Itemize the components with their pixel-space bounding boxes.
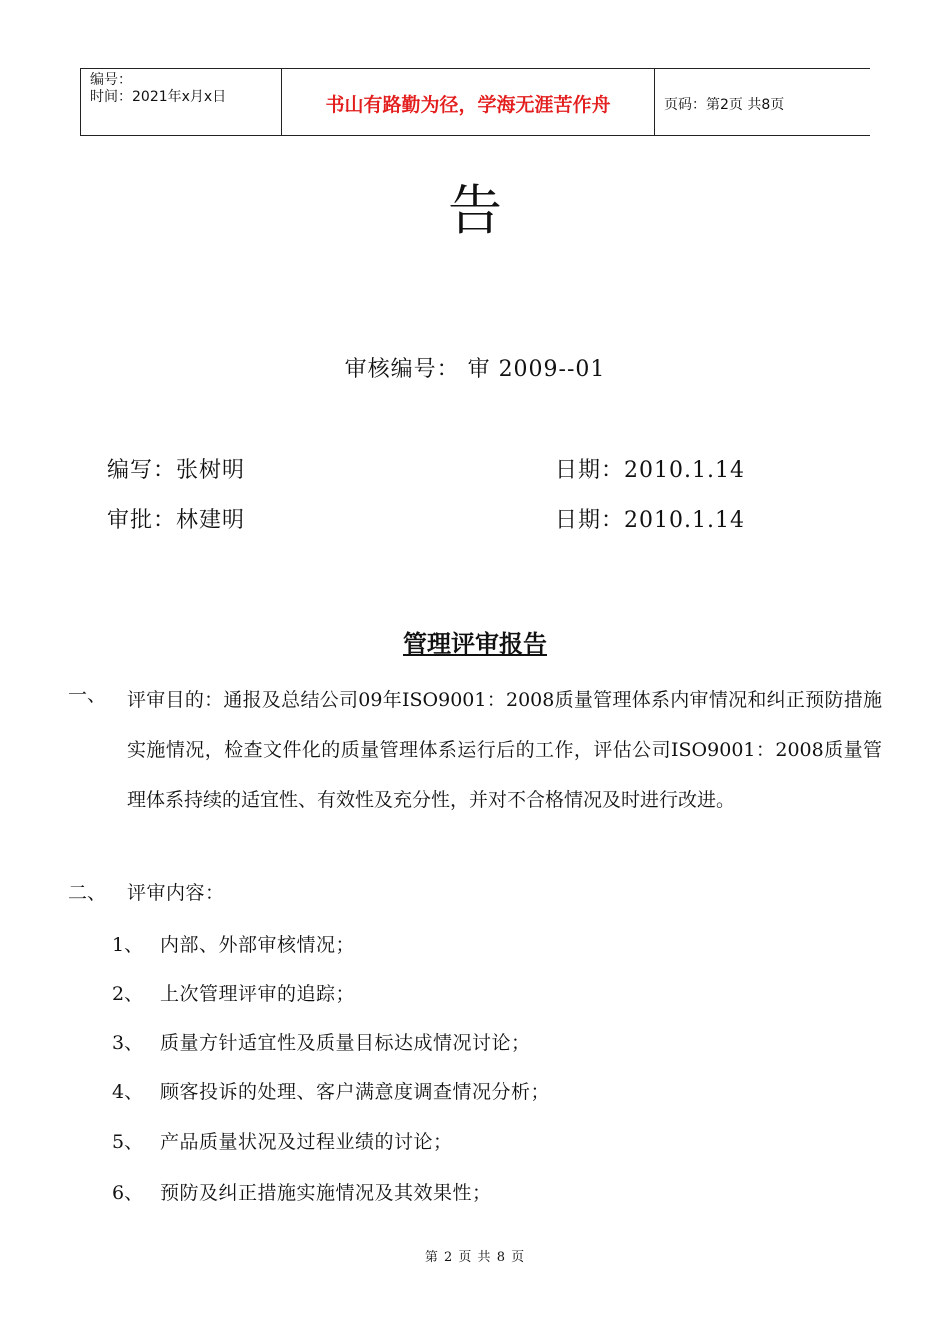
- header-info: [90, 72, 226, 106]
- list-item-number: 6、: [112, 1182, 144, 1204]
- header-border-left: [80, 68, 81, 136]
- list-item-number: 2、: [112, 983, 144, 1005]
- section-1-number: 一、: [68, 684, 107, 706]
- audit-number: 审核编号： 审 2009--01: [344, 357, 606, 382]
- list-item: 顾客投诉的处理、客户满意度调查情况分析；: [160, 1081, 551, 1103]
- header-bottom-rule: [80, 135, 870, 136]
- page-footer: 第 2 页 共 8 页: [424, 1250, 526, 1265]
- header-page-label: 页码：第2页 共8页: [664, 97, 785, 113]
- report-title: 管理评审报告: [403, 629, 547, 658]
- cover-title-char: 告: [448, 179, 502, 242]
- list-item-number: 5、: [112, 1131, 144, 1153]
- list-item: 预防及纠正措施实施情况及其效果性；: [160, 1182, 492, 1204]
- header-top-rule: [80, 68, 870, 69]
- approver-date: 日期：2010.1.14: [555, 508, 745, 533]
- header-divider-2: [654, 68, 655, 136]
- header-motto: 书山有路勤为径，学海无涯苦作舟: [325, 94, 611, 116]
- list-item: 质量方针适宜性及质量目标达成情况讨论；: [160, 1032, 531, 1054]
- section-2-number: 二、: [68, 882, 107, 904]
- writer-label: 编写：张树明: [107, 458, 246, 483]
- section-1-text: 评审目的：通报及总结公司09年ISO9001：2008质量管理体系内审情况和纠正预防措施实施情况，检查文件化的质量管理体系运行后的工作，评估公司ISO9001：2008质量管理体系持续的适宜性、有效性及充分性，并对不合格情况及时进行改进。: [127, 689, 882, 811]
- list-item: 上次管理评审的追踪；: [160, 983, 356, 1005]
- list-item-number: 4、: [112, 1081, 144, 1103]
- list-item-number: 1、: [112, 934, 144, 956]
- list-item: 内部、外部审核情况；: [160, 934, 356, 956]
- writer-date: 日期：2010.1.14: [555, 458, 745, 483]
- section-2-heading: 评审内容：: [127, 882, 225, 904]
- header-time-label: 时间：2021年x月x日: [90, 89, 227, 105]
- list-item: 产品质量状况及过程业绩的讨论；: [160, 1131, 453, 1153]
- approver-label: 审批：林建明: [107, 508, 246, 533]
- header-number-label: 编号：: [90, 72, 132, 88]
- list-item-number: 3、: [112, 1032, 144, 1054]
